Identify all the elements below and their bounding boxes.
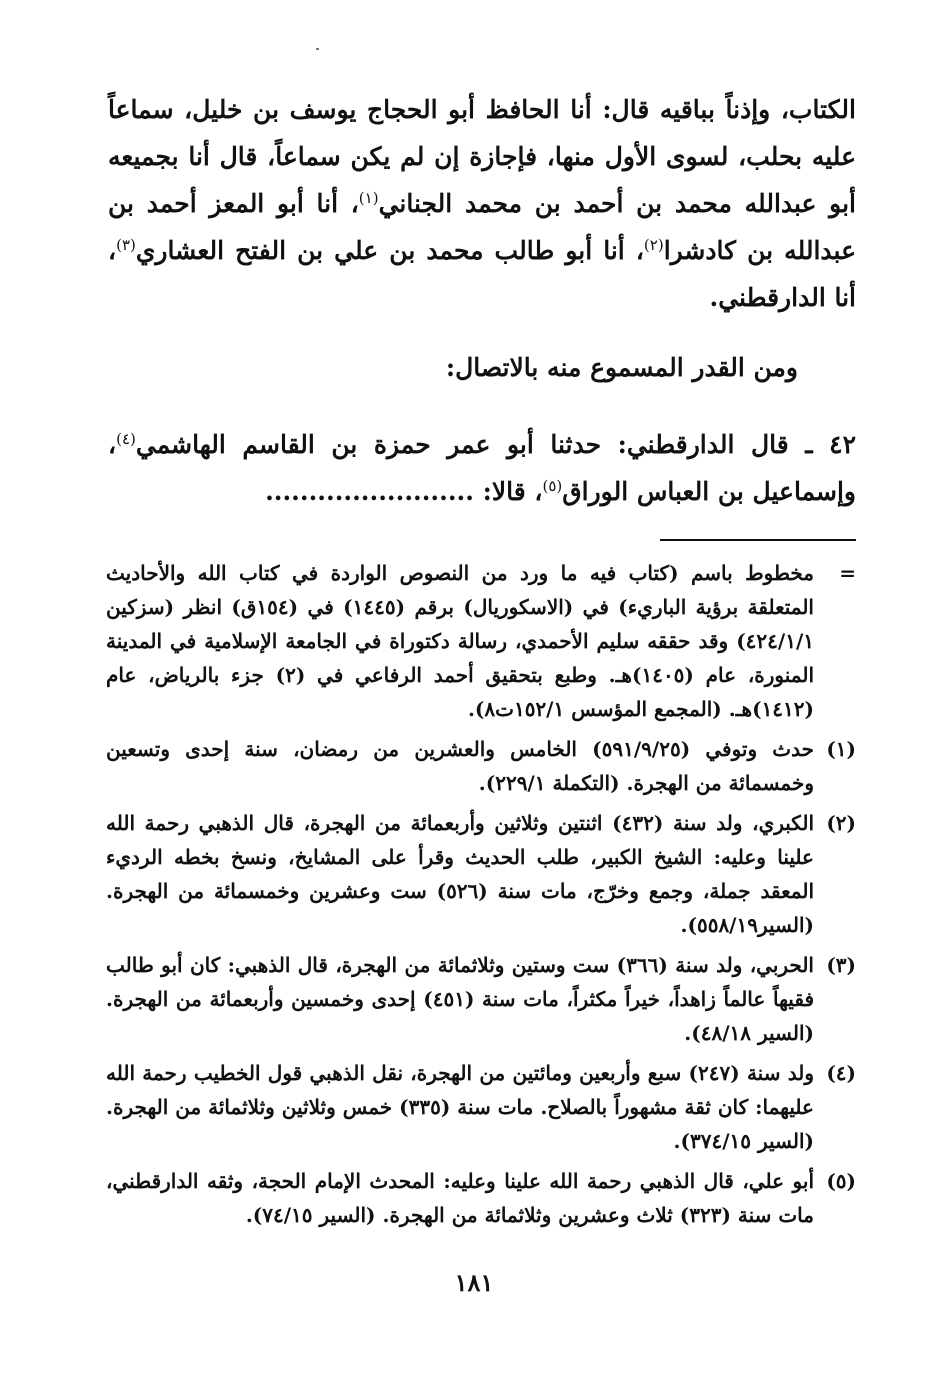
paragraph-text: الكتاب، وإذناً بباقيه قال: أنا الحافظ أبو الحجاج يوسف بن خليل، سماعاً عليه بحلب، لسوى الأول منها، فإجازة إن لم يكن سماعاً، قال أنا بجميعه أبو عبدالله محمد بن أحمد بن محمد الجناني (108, 95, 857, 218)
footnote-ref-1[interactable]: (١) (358, 189, 379, 207)
paragraph-text: ، أنا أبو المعز أحمد بن عبدالله بن كادشرا (108, 189, 857, 265)
footnote-marker: (٣) (826, 953, 856, 977)
footnote-continuation (106, 556, 856, 726)
footnote-marker: (٢) (826, 811, 856, 835)
page-number: ١٨١ (454, 1268, 494, 1297)
hadith-paragraph (108, 421, 856, 515)
footnote-text: أبو علي، قال الذهبي رحمة الله علينا وعليه: المحدث الإمام الحجة، وثقه الدارقطني، مات سنة (٣٢٣) ثلاث وعشرين وثلاثمائة من الهجرة. (السير ٧٤/١٥). (106, 1169, 814, 1227)
scan-speck (316, 48, 319, 50)
footnote-3 (106, 948, 856, 1050)
footnote-2 (106, 806, 856, 942)
footnote-text: حدث وتوفي (٥٩١/٩/٢٥) الخامس والعشرين من رمضان، سنة إحدى وتسعين وخمسمائة من الهجرة. (التكملة ٢٢٩/١). (106, 737, 814, 795)
footnote-text: ولد سنة (٢٤٧) سبع وأربعين ومائتين من الهجرة، نقل الذهبي قول الخطيب رحمة الله عليهما: كان ثقة مشهوراً بالصلاح. مات سنة (٣٣٥) خمس وثلاثين وثلاثمائة من الهجرة. (السير ٣٧٤/١٥). (106, 1061, 814, 1153)
footnotes-section (106, 556, 856, 1238)
body-paragraph-1 (108, 86, 856, 321)
footnote-4 (106, 1056, 856, 1158)
footnote-marker: = (839, 561, 856, 585)
footnote-ref-3[interactable]: (٣) (116, 236, 136, 254)
footnote-marker: (٤) (826, 1061, 856, 1085)
ellipsis-dots: ........................ (265, 477, 474, 506)
paragraph-text: ٤٢ ـ قال الدارقطني: حدثنا أبو عمر حمزة بن القاسم الهاشمي (135, 430, 856, 459)
footnote-ref-5[interactable]: (٥) (542, 477, 563, 495)
footnote-text: الحربي، ولد سنة (٣٦٦) ست وستين وثلاثمائة من الهجرة، قال الذهبي: كان أبو طالب فقيهاً عالماً زاهداً، خيراً مكثراً، مات سنة (٤٥١) إحدى وخمسين وأربعمائة من الهجرة. (السير ٤٨/١٨). (106, 953, 814, 1045)
section-heading: ومن القدر المسموع منه بالاتصال: (445, 353, 798, 382)
footnote-marker: (١) (826, 737, 856, 761)
footnote-marker: (٥) (826, 1169, 856, 1193)
paragraph-text: ، أنا الدارقطني. (108, 236, 856, 312)
footnote-ref-4[interactable]: (٤) (116, 430, 136, 448)
footnote-separator (660, 539, 856, 541)
footnote-text: مخطوط باسم (كتاب فيه ما ورد من النصوص الواردة في كتاب الله والأحاديث المتعلقة برؤية الباريء) في (الاسكوريال) برقم (١٤٤٥) في (١٥٤ق) انظر (سزكين ٤٢٤/١/١) وقد حققه سليم الأحمدي، رسالة دكتوراة في الجامعة الإسلامية في المدينة المنورة، عام (١٤٠٥)هـ. وطبع بتحقيق أحمد الرفاعي في (٢) جزء بالرياض، عام (١٤١٢)هـ. (المجمع المؤسس ١٥٢/١ت٨). (106, 561, 814, 721)
footnote-5 (106, 1164, 856, 1232)
footnote-1 (106, 732, 856, 800)
paragraph-text: ، قالا: (473, 477, 543, 506)
footnote-text: الكبري، ولد سنة (٤٣٢) اثنتين وثلاثين وأربعمائة من الهجرة، قال الذهبي رحمة الله علينا وعليه: الشيخ الكبير، طلب الحديث وقرأ على المشايخ، ونسخ بخطه الرديء المعقد جملة، وجمع وخرّج، مات سنة (٥٢٦) ست وعشرين وخمسمائة من الهجرة. (السير٥٥٨/١٩). (106, 811, 815, 937)
paragraph-text: ، أنا أبو طالب محمد بن علي بن الفتح العشاري (135, 236, 644, 265)
footnote-ref-2[interactable]: (٢) (643, 236, 664, 254)
paragraph-text: ، وإسماعيل بن العباس الوراق (108, 430, 856, 506)
